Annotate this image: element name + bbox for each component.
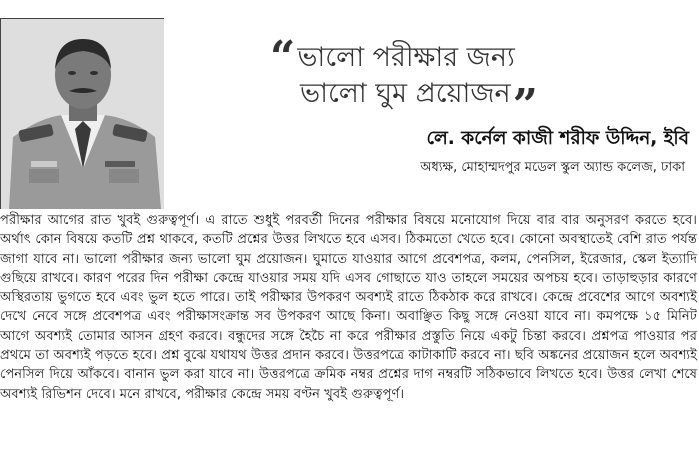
author-name: লে. কর্নেল কাজী শরীফ উদ্দিন, ইবি bbox=[426, 128, 689, 149]
headline-line-1 bbox=[270, 32, 570, 83]
closing-quote-mark: ” bbox=[512, 80, 538, 131]
author-designation: অধ্যক্ষ, মোহাম্মদপুর মডেল স্কুল অ্যান্ড কলেজ, ঢাকা bbox=[420, 160, 685, 175]
headline-quote bbox=[270, 32, 570, 131]
opening-quote-mark: “ bbox=[270, 32, 296, 83]
headline-line-1-text: ভালো পরীক্ষার জন্য bbox=[297, 42, 515, 73]
headline-line-2-text: ভালো ঘুম প্রয়োজন bbox=[300, 78, 511, 109]
article-body: পরীক্ষার আগের রাত খুবই গুরুত্বপূর্ণ। এ রাতে শুধুই পরবর্তী দিনের পরীক্ষার বিষয়ে মনোযোগ দিয়ে বার বার অনুসরণ করতে হবে। অর্থাৎ কোন বিষয়ে কতটি প্রশ্ন থাকবে, কতটি প্রশ্নের উত্তর লিখতে হবে এসব। ঠিকমতো খেতে হবে। কোনো অবস্থাতেই বেশি রাত পর্যন্ত জাগা যাবে না। ভালো পরীক্ষার জন্য ভালো ঘুম প্রয়োজন। ঘুমাতে যাওয়ার আগে প্রবেশপত্র, কলম, পেনসিল, ইরেজার, স্কেল ইত্যাদি গুছিয়ে রাখবে। কারণ পরের দিন পরীক্ষা কেন্দ্রে যাওয়ার সময় যদি এসব গোছাতে যাও তাহলে সময়ের অপচয় হবে। তাড়াহুড়ার কারণে অস্থিরতায় ভুগতে হবে এবং ভুল হতে পারে। তাই পরীক্ষার উপকরণ অবশ্যই রাতে ঠিকঠাক করে রাখবে। কেন্দ্রে প্রবেশের আগে অবশ্যই দেখে নেবে সঙ্গে প্রবেশপত্র এবং পরীক্ষাসংক্রান্ত সব উপকরণ আছে কিনা। অবাঞ্ছিত কিছু সঙ্গে নেওয়া যাবে না। কমপক্ষে ১৫ মিনিট আগে অবশ্যই তোমার আসন গ্রহণ করবে। বন্ধুদের সঙ্গে হৈচৈ না করে পরীক্ষার প্রস্তুতি নিয়ে একটু চিন্তা করবে। প্রশ্নপত্র পাওয়ার পর প্রথমে তা অবশ্যই পড়তে হবে। প্রশ্ন বুঝে যথাযথ উত্তর প্রদান করবে। উত্তরপত্রে কাটাকাটি করবে না। ছবি অঙ্কনের প্রয়োজন হলে অবশ্যই পেনসিল দিয়ে আঁকবে। বানান ভুল করা যাবে না। উত্তরপত্রে ক্রমিক নম্বর প্রশ্নের দাগ নম্বরটি সঠিকভাবে লিখতে হবে। উত্তর লেখা শেষে অবশ্যই রিভিশন দেবে। মনে রাখবে, পরীক্ষার কেন্দ্রে সময় বণ্টন খুবই গুরুত্বপূর্ণ। bbox=[0, 213, 697, 402]
author-photo-frame bbox=[0, 18, 164, 209]
author-portrait-image bbox=[1, 19, 164, 209]
headline-line-2 bbox=[270, 76, 570, 131]
